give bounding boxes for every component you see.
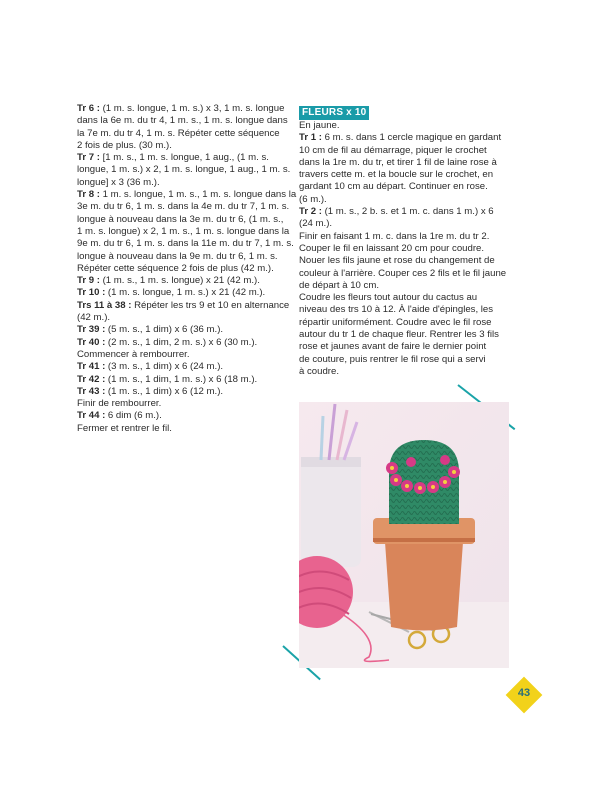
flower-instruction-line bbox=[299, 329, 509, 341]
row-text: couleur à l'arrière. Couper ces 2 fils et le fil jaune bbox=[299, 267, 507, 279]
flower-instruction-line bbox=[299, 304, 509, 316]
cactus-instruction-line bbox=[77, 238, 294, 250]
flower-instruction-line bbox=[299, 181, 509, 193]
row-text: rose et jaunes avant de faire le dernier point bbox=[299, 341, 487, 353]
flower-instruction-line bbox=[299, 231, 509, 243]
row-text: niveau des trs 10 à 12. À l'aide d'épingles, les bbox=[299, 304, 494, 316]
row-text: longue à nouveau dans la 3e m. du tr 6, (1 m. s., bbox=[77, 213, 284, 225]
cactus-instruction-line bbox=[77, 287, 283, 299]
flower-instruction-line bbox=[299, 132, 509, 144]
row-text: travers cette m. et la boucle sur le crochet, en bbox=[299, 169, 494, 181]
row-text: 2 fois de plus. (30 m.). bbox=[77, 139, 172, 151]
row-label: Tr 42 : bbox=[77, 373, 106, 385]
flower-instruction-line bbox=[299, 354, 509, 366]
row-text: Couper le fil en laissant 20 cm pour coudre. bbox=[299, 242, 485, 254]
row-text: (2 m. s., 1 dim, 2 m. s.) x 6 (30 m.). bbox=[105, 336, 258, 348]
flower-instruction-line bbox=[299, 206, 509, 218]
row-text: (1 m. s., 1 dim, 1 m. s.) x 6 (18 m.). bbox=[105, 373, 258, 385]
cactus-instruction-line bbox=[77, 214, 283, 226]
cactus-instruction-line bbox=[77, 263, 283, 275]
row-text: (3 m. s., 1 dim) x 6 (24 m.). bbox=[105, 361, 224, 373]
row-text: (24 m.). bbox=[299, 218, 333, 230]
row-text: répartir uniformément. Coudre avec le fil rose bbox=[299, 316, 492, 328]
cactus-instruction-line bbox=[77, 361, 283, 373]
flower-instruction-line bbox=[299, 280, 509, 292]
cactus-instruction-line bbox=[77, 312, 283, 324]
row-text: (1 m. s., 1 m. s. longue) x 21 (42 m.). bbox=[99, 275, 260, 287]
row-text: dans la 1re m. du tr, et tirer 1 fil de laine rose à bbox=[299, 156, 497, 168]
page-number: 43 bbox=[517, 687, 531, 699]
row-text: (1 m. s. longue, 1 m. s.) x 21 (42 m.). bbox=[105, 287, 266, 299]
row-text: Finir de rembourrer. bbox=[77, 398, 162, 410]
row-text: 1 m. s. longue, 1 m. s., 1 m. s. longue dans la bbox=[99, 189, 297, 201]
row-text: (1 m. s., 2 b. s. et 1 m. c. dans 1 m.) x 6 bbox=[321, 206, 494, 218]
row-text: 10 cm de fil au démarrage, piquer le crochet bbox=[299, 144, 487, 156]
cactus-instruction-line bbox=[77, 423, 283, 435]
cactus-instruction-line bbox=[77, 177, 283, 189]
row-text: Finir en faisant 1 m. c. dans la 1re m. du tr 2. bbox=[299, 230, 490, 242]
row-text: 1 m. s. longue) x 2, 1 m. s., 1 m. s. longue dans la bbox=[77, 225, 290, 237]
row-text: longue à nouveau dans la 9e m. du tr 6, 1 m. s. bbox=[77, 250, 278, 262]
flower-instruction-line bbox=[299, 145, 509, 157]
cactus-instruction-line bbox=[77, 189, 297, 201]
cactus-instruction-line bbox=[77, 398, 283, 410]
row-label: Tr 6 : bbox=[77, 103, 100, 114]
flower-instruction-line bbox=[299, 341, 509, 353]
row-text: gardant 10 cm au départ. Continuer en rose. bbox=[299, 181, 488, 193]
row-text: la 7e m. du tr 4, 1 m. s. Répéter cette séquence bbox=[77, 127, 280, 139]
flower-instruction-line bbox=[299, 292, 509, 304]
flower-instruction-line bbox=[299, 218, 509, 230]
row-label: Tr 10 : bbox=[77, 287, 106, 299]
row-label: Trs 11 à 38 : bbox=[77, 299, 132, 311]
row-text: 9e m. du tr 6, 1 m. s. dans la 11e m. du tr 7, 1 m. s. bbox=[77, 238, 294, 250]
row-label: Tr 41 : bbox=[77, 361, 106, 373]
cactus-instruction-line bbox=[77, 140, 283, 152]
row-text: [1 m. s., 1 m. s. longue, 1 aug., (1 m. s. bbox=[99, 152, 269, 164]
row-text: (42 m.). bbox=[77, 312, 111, 324]
row-text: (1 m. s., 1 dim) x 6 (12 m.). bbox=[105, 385, 224, 397]
row-text: 3e m. du tr 6, 1 m. s. dans la 4e m. du tr 7, 1 m. s. bbox=[77, 201, 290, 213]
flower-instruction-line bbox=[299, 317, 509, 329]
row-text: de départ à 10 cm. bbox=[299, 279, 379, 291]
cactus-instruction-line bbox=[77, 103, 283, 115]
cactus-instruction-line bbox=[77, 128, 283, 140]
cactus-instruction-line bbox=[77, 275, 283, 287]
row-label: Tr 8 : bbox=[77, 189, 100, 201]
row-text: à coudre. bbox=[299, 365, 340, 377]
row-text: Commencer à rembourrer. bbox=[77, 348, 190, 360]
cactus-instruction-line bbox=[77, 115, 288, 127]
cactus-instruction-line bbox=[77, 410, 283, 422]
cactus-instruction-line bbox=[77, 324, 283, 336]
row-text: Nouer les fils jaune et rose du changement de bbox=[299, 255, 495, 267]
row-label: Tr 39 : bbox=[77, 324, 106, 336]
cactus-instruction-line bbox=[77, 251, 283, 263]
row-text: Répéter les trs 9 et 10 en alternance bbox=[131, 299, 290, 311]
row-label: Tr 1 : bbox=[299, 132, 322, 144]
row-text: Répéter cette séquence 2 fois de plus (42 m.). bbox=[77, 262, 274, 274]
row-label: Tr 40 : bbox=[77, 336, 106, 348]
cactus-instruction-line bbox=[77, 337, 283, 349]
flower-instruction-line bbox=[299, 169, 509, 181]
row-text: Coudre les fleurs tout autour du cactus au bbox=[299, 292, 478, 304]
row-label: Tr 9 : bbox=[77, 275, 100, 287]
left-text-column bbox=[77, 103, 297, 435]
cactus-instruction-line bbox=[77, 374, 283, 386]
row-text: de couture, puis rentrer le fil rose qui a servi bbox=[299, 353, 486, 365]
row-text: autour du tr 1 de chaque fleur. Rentrer les 3 fils bbox=[299, 329, 499, 341]
fleurs-instructions bbox=[299, 120, 509, 378]
row-text: dans la 6e m. du tr 4, 1 m. s., 1 m. s. longue dans bbox=[77, 115, 288, 127]
row-text: 6 dim (6 m.). bbox=[105, 410, 162, 422]
flower-instruction-line bbox=[299, 366, 509, 378]
cactus-instruction-line bbox=[77, 299, 290, 312]
flower-instruction-line bbox=[299, 194, 509, 206]
row-text: (5 m. s., 1 dim) x 6 (36 m.). bbox=[105, 324, 224, 336]
cactus-instruction-line bbox=[77, 386, 283, 398]
cactus-instruction-line bbox=[77, 164, 291, 176]
row-text: (6 m.). bbox=[299, 193, 327, 205]
cactus-instruction-line bbox=[77, 225, 290, 238]
row-text: En jaune. bbox=[299, 120, 340, 131]
cactus-photo bbox=[299, 402, 509, 668]
cactus-pincushion-image bbox=[299, 402, 509, 668]
cactus-instruction-line bbox=[77, 152, 283, 164]
section-heading-fleurs: FLEURS x 10 bbox=[299, 106, 369, 120]
flower-instruction-line bbox=[299, 268, 509, 280]
right-text-column bbox=[299, 106, 509, 378]
row-label: Tr 2 : bbox=[299, 206, 322, 218]
flower-instruction-line bbox=[299, 120, 509, 132]
cactus-instruction-line bbox=[77, 349, 283, 361]
row-label: Tr 7 : bbox=[77, 152, 100, 164]
row-label: Tr 44 : bbox=[77, 410, 106, 422]
flower-instruction-line bbox=[299, 255, 509, 267]
row-text: 6 m. s. dans 1 cercle magique en gardant bbox=[321, 132, 502, 144]
row-text: longue, 1 m. s.) x 2, 1 m. s. longue, 1 aug., 1 m. s. bbox=[77, 164, 291, 176]
cactus-instruction-line bbox=[77, 201, 290, 213]
flower-instruction-line bbox=[299, 157, 509, 169]
row-text: Fermer et rentrer le fil. bbox=[77, 422, 172, 434]
flower-instruction-line bbox=[299, 243, 509, 255]
row-text: longue] x 3 (36 m.). bbox=[77, 176, 160, 188]
row-label: Tr 43 : bbox=[77, 385, 106, 397]
row-text: (1 m. s. longue, 1 m. s.) x 3, 1 m. s. longue bbox=[99, 103, 285, 114]
